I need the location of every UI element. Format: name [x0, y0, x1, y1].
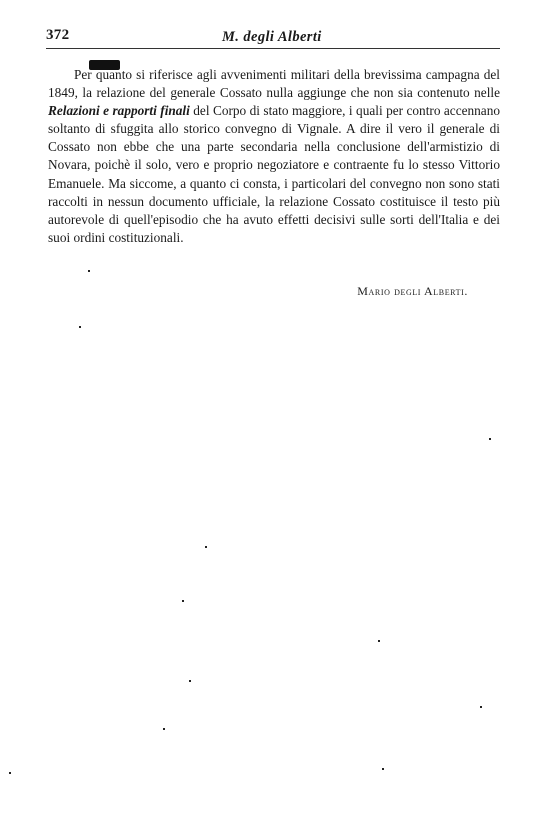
body-paragraph: [48, 66, 500, 247]
running-head: M. degli Alberti: [222, 29, 322, 45]
page-number: 372: [46, 27, 70, 43]
scan-speck: [205, 546, 207, 548]
scan-speck: [163, 728, 165, 730]
author-signature: Mario degli Alberti.: [357, 284, 468, 298]
scan-speck: [189, 680, 191, 682]
scan-speck: [378, 640, 380, 642]
header-rule: [46, 48, 500, 49]
scan-speck: [382, 768, 384, 770]
scan-speck: [489, 438, 491, 440]
page-header: [46, 24, 500, 46]
paragraph-text-end: del Corpo di stato maggiore, i quali per contro accennano soltanto di sfuggita allo storico convegno di Vignale. A dire il vero il generale di Cossato non ebbe che una parte secondaria nella conclusione dell'armistizio di Novara, poichè il solo, vero e proprio negoziatore e contraente fu lo stesso Vittorio Emanuele. Ma siccome, a quanto ci consta, i particolari del convegno non sono stati raccolti in nessun documento ufficiale, la relazione Cossato costituisce il testo più autorevole di quell'episodio che ha avuto effetti decisivi sulle sorti dell'Italia e dei suoi ordini costituzionali.: [48, 103, 501, 245]
scan-speck: [88, 270, 90, 272]
paragraph-text-start: Per quanto si riferisce agli avvenimenti militari della brevissima campagna del 1849, la relazione del generale Cossato nulla aggiunge che non sia contenuto nelle: [48, 67, 500, 101]
scan-speck: [79, 326, 81, 328]
scan-speck: [480, 706, 482, 708]
italic-title: Relazioni e rapporti finali: [48, 103, 190, 119]
scan-speck: [9, 772, 11, 774]
scan-speck: [182, 600, 184, 602]
